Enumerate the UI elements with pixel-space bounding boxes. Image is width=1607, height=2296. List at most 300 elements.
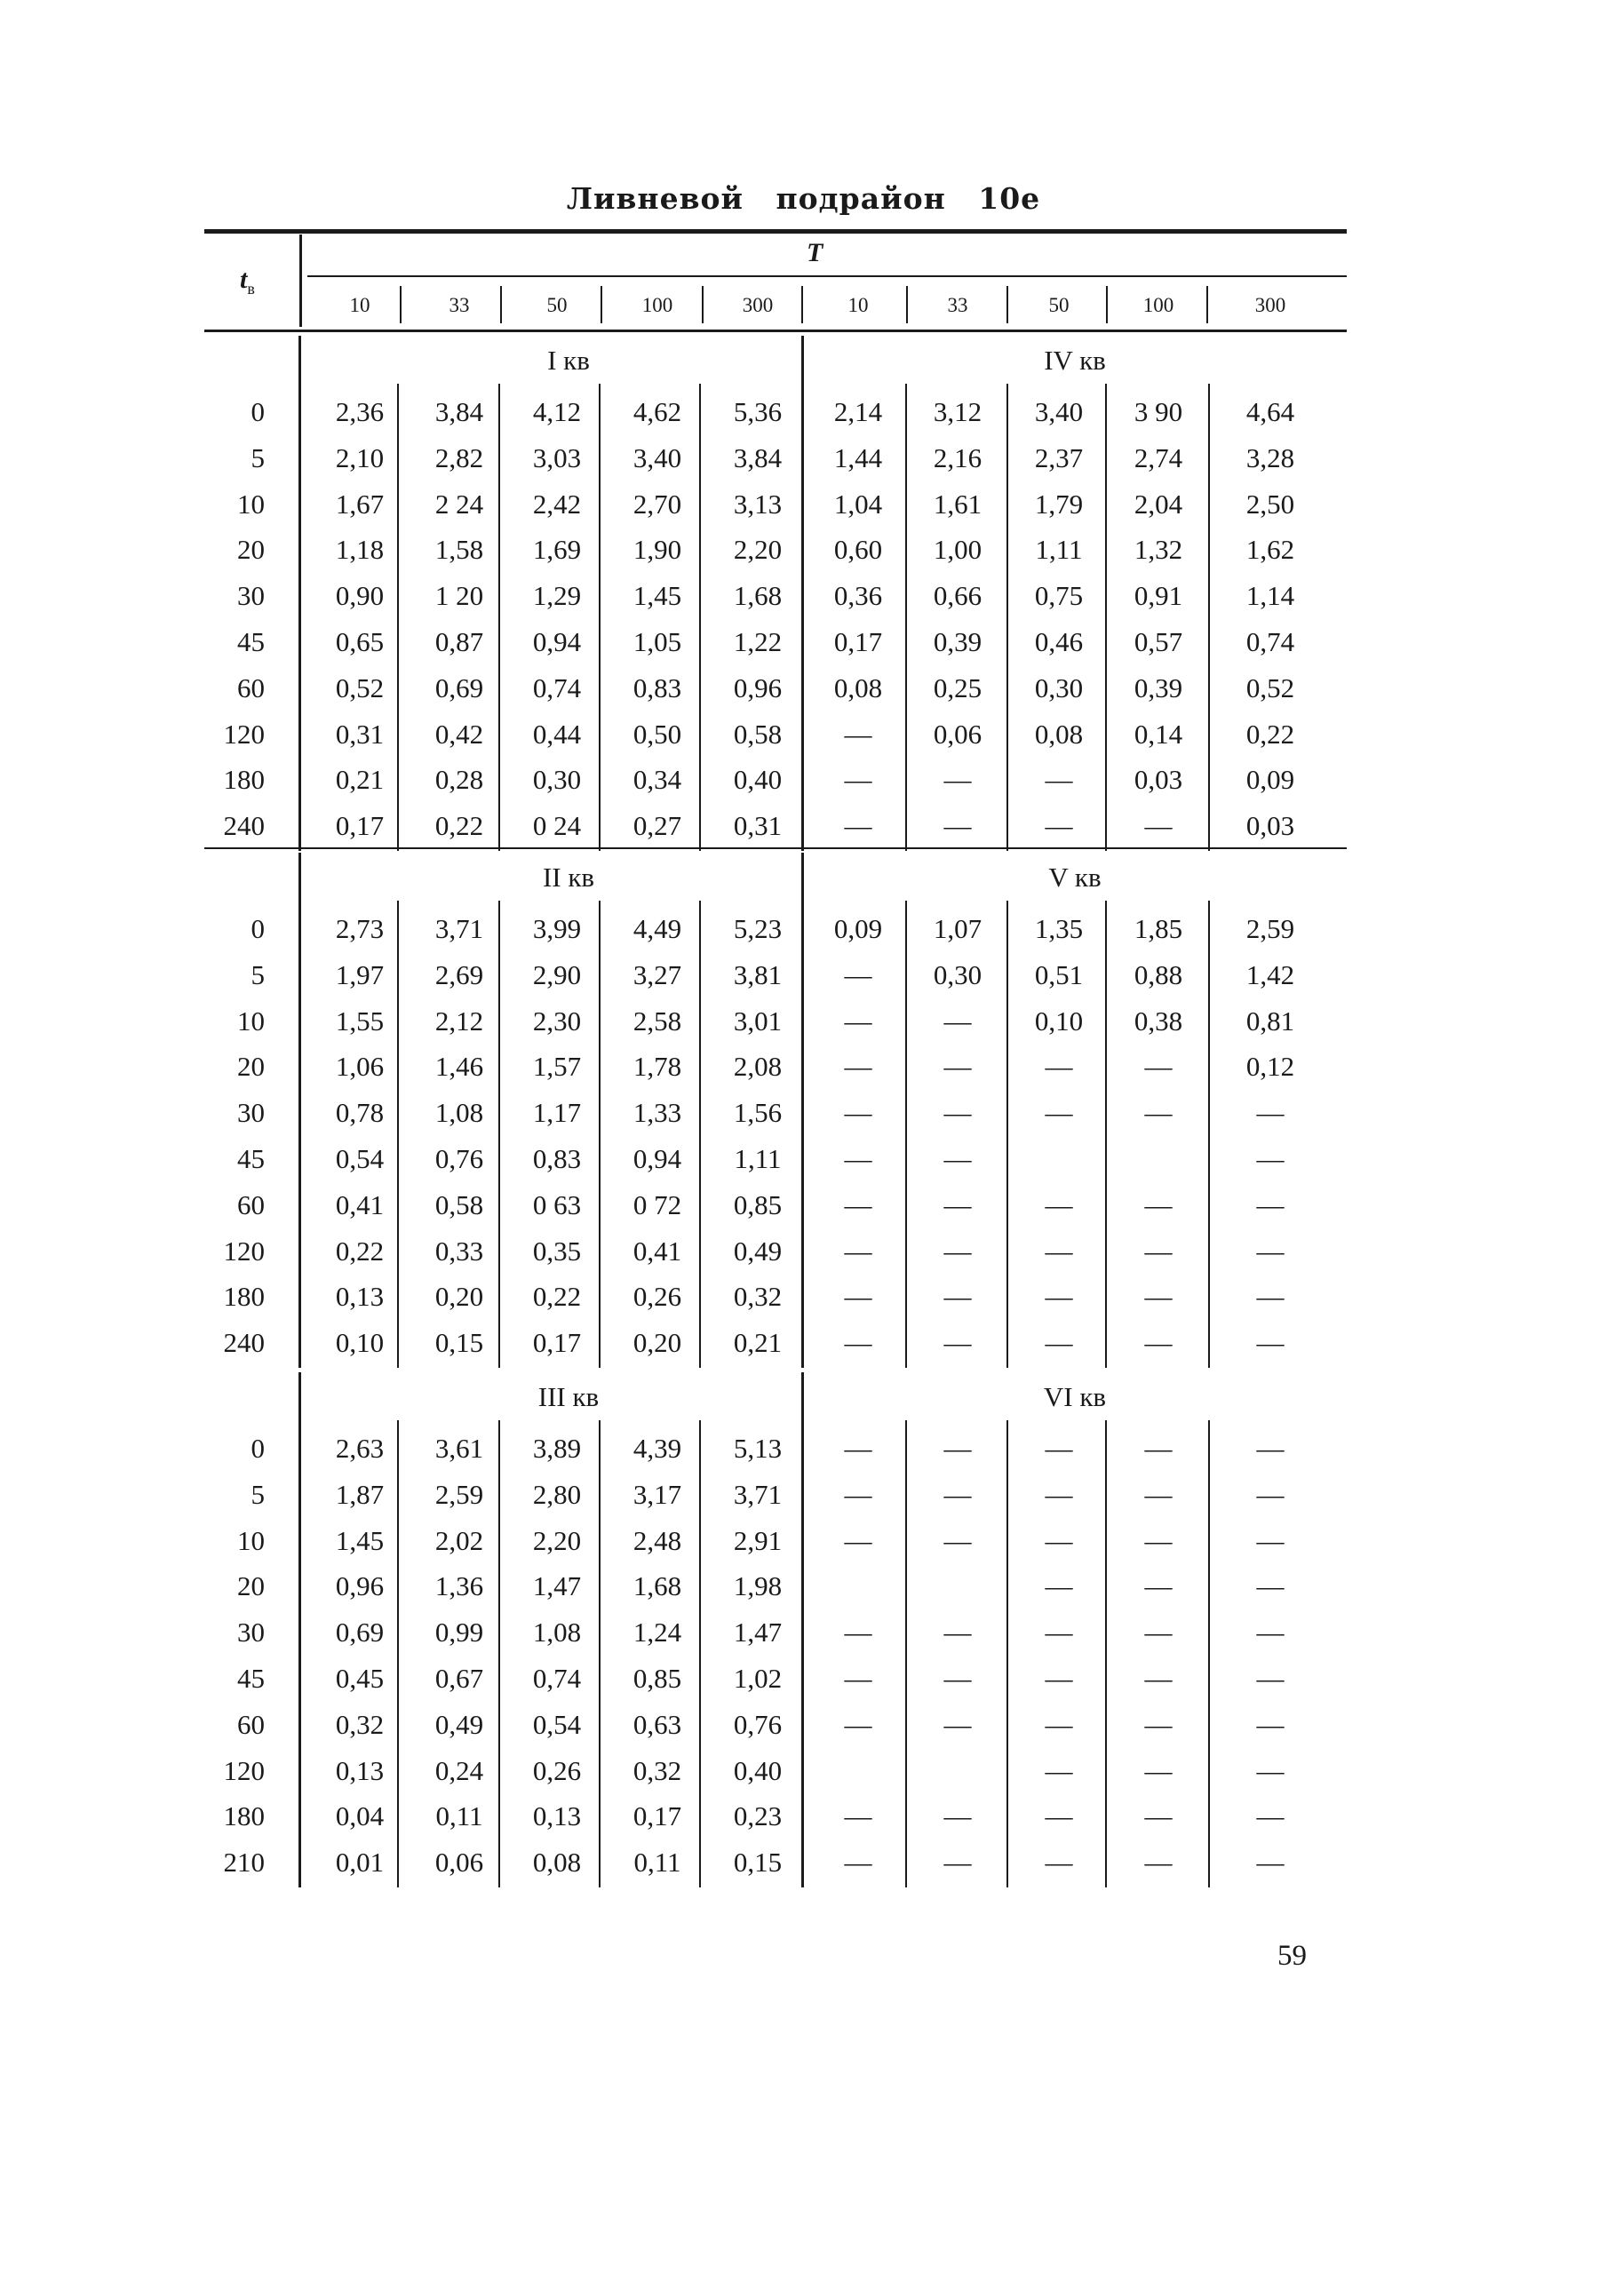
- column-header: 10: [847, 294, 869, 316]
- row-label-t: 120: [223, 1235, 265, 1267]
- table-cell: —: [1144, 1847, 1173, 1879]
- table-cell: —: [1256, 1617, 1285, 1649]
- table-cell: 2,02: [434, 1524, 484, 1556]
- table-cell: 2,20: [733, 534, 783, 566]
- top-rule: [204, 229, 1347, 234]
- table-cell: 0,03: [1245, 810, 1295, 842]
- table-cell: 2,90: [532, 958, 582, 990]
- table-cell: —: [1256, 1570, 1285, 1602]
- table-cell: 1,58: [434, 534, 484, 566]
- table-cell: 0,06: [434, 1847, 484, 1879]
- column-divider: [1006, 384, 1008, 851]
- table-cell: 1,62: [1245, 534, 1295, 566]
- table-cell: —: [1144, 1327, 1173, 1359]
- row-label-t: 210: [223, 1847, 265, 1879]
- table-cell: 0,58: [434, 1188, 484, 1220]
- table-cell: —: [1045, 810, 1073, 842]
- quarter-label-left: I кв: [547, 345, 590, 376]
- table-cell: 3,84: [733, 441, 783, 473]
- table-cell: 1,17: [532, 1097, 582, 1129]
- table-cell: —: [844, 1478, 872, 1510]
- table-cell: —: [943, 1235, 972, 1267]
- table-cell: 0,65: [335, 626, 385, 657]
- table-cell: —: [1144, 1570, 1173, 1602]
- table-cell: —: [844, 1281, 872, 1313]
- table-cell: —: [1256, 1847, 1285, 1879]
- table-cell: 1,98: [733, 1570, 783, 1602]
- table-cell: —: [1256, 1524, 1285, 1556]
- row-label-t: 10: [237, 1524, 265, 1556]
- table-cell: —: [943, 1281, 972, 1313]
- table-cell: —: [1045, 1051, 1073, 1083]
- quarter-label-right: VI кв: [1043, 1381, 1107, 1412]
- table-cell: —: [1144, 1708, 1173, 1740]
- table-cell: 0,15: [434, 1327, 484, 1359]
- table-cell: 1 20: [434, 580, 484, 612]
- table-cell: —: [1045, 764, 1073, 796]
- table-cell: 1,02: [733, 1663, 783, 1694]
- table-cell: 0,11: [633, 1847, 681, 1879]
- table-cell: 0,78: [335, 1097, 385, 1129]
- table-cell: 0,39: [933, 626, 982, 657]
- table-cell: 0,13: [532, 1800, 582, 1832]
- table-cell: 3 90: [1134, 396, 1183, 427]
- table-cell: 1,56: [733, 1097, 783, 1129]
- table-cell: 0,27: [632, 810, 682, 842]
- stub-divider: [299, 234, 302, 327]
- table-cell: 2,48: [632, 1524, 682, 1556]
- table-cell: —: [1256, 1800, 1285, 1832]
- table-cell: 0,21: [733, 1327, 783, 1359]
- table-cell: 3,13: [733, 488, 783, 520]
- table-cell: —: [943, 1708, 972, 1740]
- table-cell: 0,08: [1034, 718, 1084, 750]
- table-cell: 2,58: [632, 1005, 682, 1037]
- table-cell: 1,44: [833, 441, 883, 473]
- table-cell: —: [1256, 1663, 1285, 1694]
- table-cell: 0,06: [933, 718, 982, 750]
- table-cell: 0,94: [532, 626, 582, 657]
- table-cell: —: [844, 1847, 872, 1879]
- table-cell: 2,63: [335, 1433, 385, 1464]
- table-cell: —: [844, 1663, 872, 1694]
- quarter-label-right: IV кв: [1044, 345, 1106, 376]
- header-column-divider: [906, 286, 908, 323]
- table-cell: 0,13: [335, 1754, 385, 1786]
- table-cell: 0,09: [1245, 764, 1295, 796]
- table-cell: 0,31: [733, 810, 783, 842]
- table-cell: —: [844, 1005, 872, 1037]
- table-cell: 0,66: [933, 580, 982, 612]
- table-cell: —: [943, 1800, 972, 1832]
- table-cell: 5,23: [733, 913, 783, 944]
- table-cell: 1,85: [1134, 913, 1183, 944]
- table-cell: —: [1144, 1188, 1173, 1220]
- table-cell: —: [1144, 1478, 1173, 1510]
- table-cell: 1,36: [434, 1570, 484, 1602]
- table-cell: 3,84: [434, 396, 484, 427]
- table-cell: —: [844, 1800, 872, 1832]
- quarter-label-left: II кв: [542, 862, 595, 893]
- table-cell: 3,01: [733, 1005, 783, 1037]
- group-label-T: T: [807, 238, 823, 267]
- row-label-t: 240: [223, 810, 265, 842]
- table-cell: —: [1045, 1754, 1073, 1786]
- table-cell: —: [943, 1433, 972, 1464]
- quarter-label-left: III кв: [537, 1381, 600, 1412]
- table-cell: 1,06: [335, 1051, 385, 1083]
- table-cell: —: [1144, 1617, 1173, 1649]
- table-cell: 4,62: [632, 396, 682, 427]
- table-cell: 2 24: [434, 488, 484, 520]
- table-cell: 0,14: [1134, 718, 1183, 750]
- table-cell: 1,08: [434, 1097, 484, 1129]
- table-cell: 0,44: [532, 718, 582, 750]
- row-label-t: 20: [237, 1570, 265, 1602]
- table-cell: —: [1045, 1524, 1073, 1556]
- table-cell: 1,97: [335, 958, 385, 990]
- table-cell: —: [1045, 1433, 1073, 1464]
- table-cell: 0,74: [532, 1663, 582, 1694]
- header-column-divider: [601, 286, 602, 323]
- column-header: 50: [1048, 294, 1070, 316]
- table-cell: 0,69: [335, 1617, 385, 1649]
- table-cell: 0,23: [733, 1800, 783, 1832]
- column-divider: [1208, 901, 1210, 1368]
- table-cell: 0,58: [733, 718, 783, 750]
- table-cell: 0,25: [933, 671, 982, 703]
- stub-divider: [298, 336, 301, 851]
- title-word-1: Ливневой: [566, 181, 744, 216]
- table-cell: 2,80: [532, 1478, 582, 1510]
- table-cell: 2,42: [532, 488, 582, 520]
- table-cell: 0,30: [1034, 671, 1084, 703]
- table-cell: 0,63: [632, 1708, 682, 1740]
- row-label-t: 45: [237, 626, 265, 657]
- table-cell: —: [1144, 1754, 1173, 1786]
- table-cell: —: [943, 1847, 972, 1879]
- table-cell: 1,08: [532, 1617, 582, 1649]
- table-cell: 0,17: [335, 810, 385, 842]
- stub-divider: [298, 1372, 301, 1887]
- table-cell: 1,47: [733, 1617, 783, 1649]
- table-cell: 0,03: [1134, 764, 1183, 796]
- table-cell: 0,22: [434, 810, 484, 842]
- row-label-t: 0: [251, 1433, 265, 1464]
- column-divider: [1006, 901, 1008, 1368]
- table-cell: —: [844, 1097, 872, 1129]
- table-cell: 4,12: [532, 396, 582, 427]
- table-cell: 2,82: [434, 441, 484, 473]
- row-label-t: 0: [251, 396, 265, 427]
- row-label-t: 5: [251, 958, 265, 990]
- table-cell: 0,91: [1134, 580, 1183, 612]
- table-cell: 0,96: [733, 671, 783, 703]
- table-title: [0, 181, 1607, 216]
- table-cell: 0,76: [434, 1143, 484, 1174]
- table-cell: 0,40: [733, 1754, 783, 1786]
- table-cell: 0,87: [434, 626, 484, 657]
- table-cell: —: [1256, 1433, 1285, 1464]
- table-cell: 3,71: [434, 913, 484, 944]
- table-cell: 2,37: [1034, 441, 1084, 473]
- column-divider: [1006, 1420, 1008, 1887]
- table-cell: 3,40: [632, 441, 682, 473]
- table-cell: 0,20: [434, 1281, 484, 1313]
- table-cell: —: [943, 1663, 972, 1694]
- table-cell: 0,12: [1245, 1051, 1295, 1083]
- table-cell: 4,49: [632, 913, 682, 944]
- column-header: 300: [742, 294, 774, 316]
- row-label-t: 30: [237, 1617, 265, 1649]
- table-cell: 0,20: [632, 1327, 682, 1359]
- table-cell: 0,17: [632, 1800, 682, 1832]
- table-cell: 0,30: [933, 958, 982, 990]
- table-cell: 0,22: [532, 1281, 582, 1313]
- column-header: 10: [349, 294, 370, 316]
- table-cell: 2,59: [434, 1478, 484, 1510]
- table-cell: 0,33: [434, 1235, 484, 1267]
- table-cell: 0,24: [434, 1754, 484, 1786]
- row-label-t: 30: [237, 580, 265, 612]
- table-cell: 0,10: [335, 1327, 385, 1359]
- table-cell: —: [1045, 1570, 1073, 1602]
- table-cell: 0,42: [434, 718, 484, 750]
- table-cell: —: [1045, 1327, 1073, 1359]
- table-cell: —: [1256, 1097, 1285, 1129]
- table-cell: 0,09: [833, 913, 883, 944]
- table-cell: 3,99: [532, 913, 582, 944]
- table-cell: 2,74: [1134, 441, 1183, 473]
- table-cell: 4,64: [1245, 396, 1295, 427]
- table-cell: 0,52: [1245, 671, 1295, 703]
- table-cell: —: [943, 1143, 972, 1174]
- table-cell: 1,42: [1245, 958, 1295, 990]
- table-cell: —: [844, 1051, 872, 1083]
- table-cell: 0,60: [833, 534, 883, 566]
- table-cell: 0,75: [1034, 580, 1084, 612]
- table-cell: —: [844, 1708, 872, 1740]
- table-cell: 0,38: [1134, 1005, 1183, 1037]
- table-cell: —: [1045, 1235, 1073, 1267]
- table-cell: 3,71: [733, 1478, 783, 1510]
- row-label-t: 10: [237, 1005, 265, 1037]
- table-cell: 0,04: [335, 1800, 385, 1832]
- table-cell: 1,11: [1035, 534, 1083, 566]
- table-cell: 0,21: [335, 764, 385, 796]
- header-column-divider: [702, 286, 704, 323]
- table-cell: —: [1256, 1754, 1285, 1786]
- table-cell: —: [844, 1327, 872, 1359]
- table-cell: 3,03: [532, 441, 582, 473]
- table-cell: —: [943, 1188, 972, 1220]
- table-cell: 0 63: [532, 1188, 582, 1220]
- table-cell: 2,10: [335, 441, 385, 473]
- table-cell: —: [943, 1051, 972, 1083]
- header-column-divider: [500, 286, 502, 323]
- table-cell: —: [1256, 1708, 1285, 1740]
- table-cell: —: [1045, 1281, 1073, 1313]
- table-cell: 0,15: [733, 1847, 783, 1879]
- column-divider: [1208, 384, 1210, 851]
- table-cell: —: [1144, 1433, 1173, 1464]
- table-cell: 1,46: [434, 1051, 484, 1083]
- table-cell: —: [1144, 1800, 1173, 1832]
- title-word-2: подрайон: [776, 181, 946, 216]
- table-cell: 0,67: [434, 1663, 484, 1694]
- column-header: 300: [1254, 294, 1286, 316]
- table-cell: 2,73: [335, 913, 385, 944]
- group-rule: [307, 275, 1347, 277]
- table-cell: 2,70: [632, 488, 682, 520]
- table-cell: 0,49: [434, 1708, 484, 1740]
- row-label-t: 60: [237, 1708, 265, 1740]
- table-cell: 0,49: [733, 1235, 783, 1267]
- table-cell: 0,83: [532, 1143, 582, 1174]
- table-cell: 1,87: [335, 1478, 385, 1510]
- table-cell: 1,11: [734, 1143, 782, 1174]
- table-cell: —: [1144, 1097, 1173, 1129]
- table-cell: —: [1045, 1617, 1073, 1649]
- table-cell: 0,39: [1134, 671, 1183, 703]
- table-cell: 2,20: [532, 1524, 582, 1556]
- row-label-t: 120: [223, 1754, 265, 1786]
- table-cell: —: [1045, 1663, 1073, 1694]
- table-cell: 3,61: [434, 1433, 484, 1464]
- table-cell: —: [1045, 1478, 1073, 1510]
- table-cell: 0,45: [335, 1663, 385, 1694]
- table-cell: —: [1256, 1143, 1285, 1174]
- table-cell: 0,96: [335, 1570, 385, 1602]
- table-cell: 1,55: [335, 1005, 385, 1037]
- table-cell: 0,17: [833, 626, 883, 657]
- table-cell: 1,22: [733, 626, 783, 657]
- table-cell: 0,13: [335, 1281, 385, 1313]
- table-cell: 4,39: [632, 1433, 682, 1464]
- table-cell: 1,00: [933, 534, 982, 566]
- table-cell: 3,27: [632, 958, 682, 990]
- table-cell: 0,32: [632, 1754, 682, 1786]
- table-cell: 1,69: [532, 534, 582, 566]
- table-cell: 0,85: [733, 1188, 783, 1220]
- row-label-t: 60: [237, 1188, 265, 1220]
- table-cell: 0 24: [532, 810, 582, 842]
- table-cell: 2,59: [1245, 913, 1295, 944]
- table-cell: 0,74: [1245, 626, 1295, 657]
- row-label-t: 120: [223, 718, 265, 750]
- table-cell: —: [943, 1327, 972, 1359]
- table-cell: 2,04: [1134, 488, 1183, 520]
- row-label-t: 180: [223, 764, 265, 796]
- table-cell: 0,81: [1245, 1005, 1295, 1037]
- table-cell: 3,17: [632, 1478, 682, 1510]
- table-cell: —: [1144, 1051, 1173, 1083]
- table-cell: 0,22: [335, 1235, 385, 1267]
- table-cell: 0,94: [632, 1143, 682, 1174]
- table-cell: —: [844, 1188, 872, 1220]
- table-cell: —: [1256, 1235, 1285, 1267]
- column-divider: [1208, 1420, 1210, 1887]
- table-cell: 5,36: [733, 396, 783, 427]
- table-cell: 0 72: [632, 1188, 682, 1220]
- table-cell: —: [1045, 1188, 1073, 1220]
- table-cell: —: [1045, 1097, 1073, 1129]
- header-bottom-rule: [204, 330, 1347, 332]
- table-cell: —: [844, 718, 872, 750]
- table-cell: 0,40: [733, 764, 783, 796]
- table-cell: 0,30: [532, 764, 582, 796]
- table-cell: 1,68: [733, 580, 783, 612]
- row-label-t: 20: [237, 534, 265, 566]
- table-cell: —: [943, 1478, 972, 1510]
- table-cell: 0,10: [1034, 1005, 1084, 1037]
- table-cell: —: [1256, 1478, 1285, 1510]
- table-cell: 1,33: [632, 1097, 682, 1129]
- table-cell: 2,12: [434, 1005, 484, 1037]
- table-cell: —: [1256, 1188, 1285, 1220]
- table-cell: 2,30: [532, 1005, 582, 1037]
- row-label-t: 180: [223, 1800, 265, 1832]
- table-cell: 1,05: [632, 626, 682, 657]
- table-cell: 5,13: [733, 1433, 783, 1464]
- table-cell: —: [844, 1143, 872, 1174]
- header-column-divider: [1206, 286, 1208, 323]
- table-cell: 1,29: [532, 580, 582, 612]
- row-label-t: 0: [251, 913, 265, 944]
- table-cell: 2,36: [335, 396, 385, 427]
- table-cell: 2,14: [833, 396, 883, 427]
- table-cell: —: [1045, 1800, 1073, 1832]
- table-cell: —: [1256, 1327, 1285, 1359]
- table-cell: 1,45: [335, 1524, 385, 1556]
- table-cell: 0,28: [434, 764, 484, 796]
- table-cell: 0,41: [335, 1188, 385, 1220]
- table-cell: —: [1045, 1847, 1073, 1879]
- table-cell: 0,83: [632, 671, 682, 703]
- table-cell: 0,69: [434, 671, 484, 703]
- table-cell: —: [844, 810, 872, 842]
- table-cell: 3,89: [532, 1433, 582, 1464]
- table-cell: 0,11: [435, 1800, 483, 1832]
- table-cell: 3,81: [733, 958, 783, 990]
- table-cell: 1,61: [933, 488, 982, 520]
- table-cell: 0,08: [833, 671, 883, 703]
- table-cell: 0,76: [733, 1708, 783, 1740]
- table-cell: —: [1144, 1524, 1173, 1556]
- table-cell: 1,45: [632, 580, 682, 612]
- table-cell: 3,12: [933, 396, 982, 427]
- table-cell: —: [1144, 1663, 1173, 1694]
- table-cell: —: [844, 1617, 872, 1649]
- table-cell: —: [1144, 810, 1173, 842]
- table-cell: 1,04: [833, 488, 883, 520]
- row-label-t: 30: [237, 1097, 265, 1129]
- table-cell: 2,16: [933, 441, 982, 473]
- table-cell: 1,47: [532, 1570, 582, 1602]
- stub-divider: [298, 853, 301, 1368]
- page-number: 59: [1277, 1940, 1307, 1972]
- table-cell: —: [844, 764, 872, 796]
- table-cell: 2,08: [733, 1051, 783, 1083]
- table-cell: 0,51: [1034, 958, 1084, 990]
- row-label-t: 45: [237, 1663, 265, 1694]
- table-cell: 2,91: [733, 1524, 783, 1556]
- table-cell: 0,22: [1245, 718, 1295, 750]
- table-cell: —: [1256, 1281, 1285, 1313]
- row-label-t: 5: [251, 1478, 265, 1510]
- table-cell: 1,14: [1245, 580, 1295, 612]
- table-cell: 1,78: [632, 1051, 682, 1083]
